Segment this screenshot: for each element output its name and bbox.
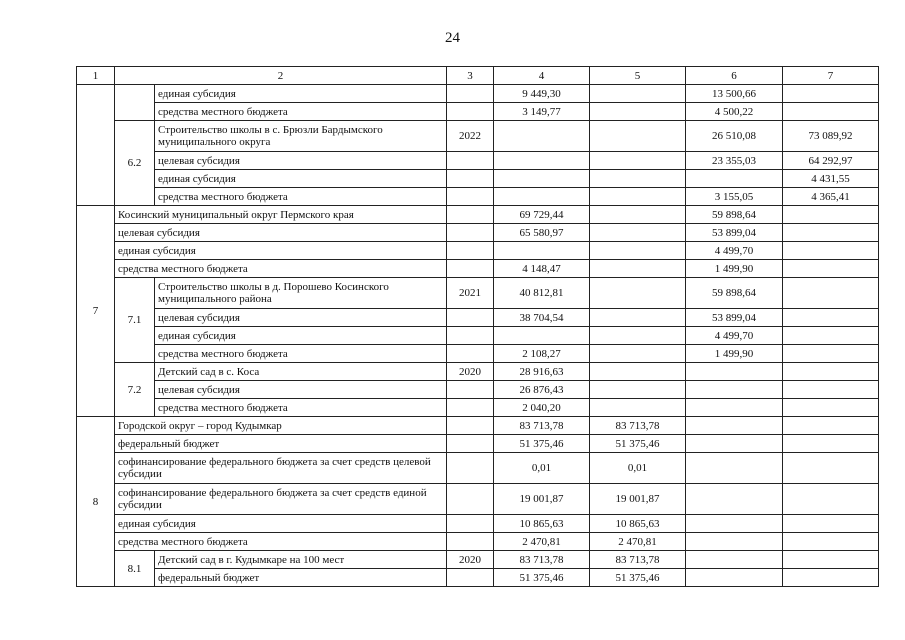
item-label: федеральный бюджет (155, 569, 447, 587)
empty-cell (494, 188, 590, 206)
empty-cell (447, 242, 494, 260)
empty-cell (494, 242, 590, 260)
empty-cell (590, 309, 686, 327)
value-cell: 38 704,54 (494, 309, 590, 327)
empty-cell (590, 242, 686, 260)
value-cell: 51 375,46 (494, 569, 590, 587)
year-cell: 2020 (447, 551, 494, 569)
value-cell: 4 365,41 (783, 188, 879, 206)
value-cell (783, 85, 879, 103)
empty-cell (783, 435, 879, 453)
value-cell: 4 499,70 (686, 242, 783, 260)
group-number-cell: 7 (77, 206, 115, 417)
value-cell: 83 713,78 (494, 417, 590, 435)
sub-number-cell: 7.1 (115, 278, 155, 363)
empty-cell (590, 381, 686, 399)
header-cell: 6 (686, 67, 783, 85)
table-row (77, 85, 879, 103)
value-cell: 59 898,64 (686, 278, 783, 309)
value-cell: 19 001,87 (494, 484, 590, 515)
value-cell: 73 089,92 (783, 121, 879, 152)
empty-cell (447, 484, 494, 515)
value-cell: 2 470,81 (590, 533, 686, 551)
empty-cell (686, 170, 783, 188)
empty-cell (783, 327, 879, 345)
value-cell: 53 899,04 (686, 309, 783, 327)
item-label: средства местного бюджета (155, 188, 447, 206)
sub-number-cell: 6.2 (115, 121, 155, 206)
group-number-cell (77, 85, 115, 206)
item-label: Детский сад в г. Кудымкаре на 100 мест (155, 551, 447, 569)
year-cell: 2021 (447, 278, 494, 309)
empty-cell (783, 484, 879, 515)
header-cell: 7 (783, 67, 879, 85)
value-cell: 83 713,78 (494, 551, 590, 569)
value-cell: 83 713,78 (590, 417, 686, 435)
value-cell: 65 580,97 (494, 224, 590, 242)
item-label: целевая субсидия (155, 381, 447, 399)
table-row (77, 206, 879, 224)
table-row (77, 345, 879, 363)
value-cell: 26 510,08 (686, 121, 783, 152)
empty-cell (686, 515, 783, 533)
empty-cell (783, 399, 879, 417)
table-row (77, 484, 879, 515)
item-label: единая субсидия (115, 515, 447, 533)
table-row (77, 103, 879, 121)
table-row (77, 188, 879, 206)
item-label: Строительство школы в с. Брюзли Бардымского муниципального округа (155, 121, 447, 152)
value-cell: 3 155,05 (686, 188, 783, 206)
empty-cell (590, 327, 686, 345)
table-row (77, 309, 879, 327)
empty-cell (783, 103, 879, 121)
empty-cell (447, 309, 494, 327)
table-row (77, 381, 879, 399)
value-cell: 51 375,46 (590, 569, 686, 587)
table-row (77, 435, 879, 453)
empty-cell (494, 327, 590, 345)
empty-cell (447, 569, 494, 587)
empty-cell (783, 551, 879, 569)
value-cell (590, 85, 686, 103)
table-row (77, 417, 879, 435)
header-cell: 2 (115, 67, 447, 85)
empty-cell (686, 551, 783, 569)
empty-cell (686, 569, 783, 587)
value-cell: 9 449,30 (494, 85, 590, 103)
value-cell: 69 729,44 (494, 206, 590, 224)
value-cell: 10 865,63 (590, 515, 686, 533)
empty-cell (494, 152, 590, 170)
group-number-cell: 8 (77, 417, 115, 587)
empty-cell (783, 381, 879, 399)
empty-cell (686, 453, 783, 484)
item-label: единая субсидия (155, 327, 447, 345)
value-cell: 2 040,20 (494, 399, 590, 417)
empty-cell (447, 533, 494, 551)
sub-number-cell: 7.2 (115, 363, 155, 417)
value-cell: 3 149,77 (494, 103, 590, 121)
table-row (77, 260, 879, 278)
header-cell: 4 (494, 67, 590, 85)
empty-cell (447, 152, 494, 170)
table-row (77, 121, 879, 152)
value-cell: 2 470,81 (494, 533, 590, 551)
value-cell: 13 500,66 (686, 85, 783, 103)
empty-cell (590, 278, 686, 309)
empty-cell (447, 224, 494, 242)
financing-table (76, 66, 879, 587)
header-cell: 1 (77, 67, 115, 85)
item-label: средства местного бюджета (155, 399, 447, 417)
empty-cell (783, 224, 879, 242)
empty-cell (447, 453, 494, 484)
table-row (77, 152, 879, 170)
value-cell: 23 355,03 (686, 152, 783, 170)
item-label: целевая субсидия (115, 224, 447, 242)
item-label: средства местного бюджета (115, 260, 447, 278)
value-cell: 28 916,63 (494, 363, 590, 381)
empty-cell (590, 206, 686, 224)
item-label: единая субсидия (155, 85, 447, 103)
empty-cell (447, 188, 494, 206)
empty-cell (590, 152, 686, 170)
item-label: Косинский муниципальный округ Пермского края (115, 206, 447, 224)
empty-cell (447, 170, 494, 188)
value-cell: 10 865,63 (494, 515, 590, 533)
year-cell: 2020 (447, 363, 494, 381)
year-cell: 2022 (447, 121, 494, 152)
empty-cell (783, 363, 879, 381)
value-cell: 51 375,46 (494, 435, 590, 453)
value-cell: 0,01 (494, 453, 590, 484)
value-cell: 53 899,04 (686, 224, 783, 242)
value-cell: 40 812,81 (494, 278, 590, 309)
table-row (77, 533, 879, 551)
empty-cell (494, 121, 590, 152)
empty-cell (783, 417, 879, 435)
value-cell: 83 713,78 (590, 551, 686, 569)
table-row (77, 278, 879, 309)
empty-cell (447, 515, 494, 533)
value-cell: 59 898,64 (686, 206, 783, 224)
table-row (77, 569, 879, 587)
empty-cell (590, 121, 686, 152)
table-row (77, 363, 879, 381)
empty-cell (686, 381, 783, 399)
table-row (77, 327, 879, 345)
empty-cell (494, 170, 590, 188)
empty-cell (783, 453, 879, 484)
item-label: средства местного бюджета (155, 345, 447, 363)
item-label: целевая субсидия (155, 309, 447, 327)
empty-cell (783, 515, 879, 533)
empty-cell (783, 206, 879, 224)
empty-cell (686, 533, 783, 551)
item-label: софинансирование федерального бюджета за счет средств целевой субсидии (115, 453, 447, 484)
page-number: 24 (445, 30, 460, 46)
empty-cell (590, 188, 686, 206)
item-label: единая субсидия (155, 170, 447, 188)
empty-cell (686, 363, 783, 381)
sub-number-cell: 8.1 (115, 551, 155, 587)
empty-cell (590, 260, 686, 278)
year-cell (447, 85, 494, 103)
empty-cell (686, 399, 783, 417)
empty-cell (447, 417, 494, 435)
item-label: Детский сад в с. Коса (155, 363, 447, 381)
table-row (77, 224, 879, 242)
value-cell: 2 108,27 (494, 345, 590, 363)
empty-cell (686, 484, 783, 515)
header-cell: 3 (447, 67, 494, 85)
empty-cell (590, 170, 686, 188)
item-label: целевая субсидия (155, 152, 447, 170)
empty-cell (590, 399, 686, 417)
empty-cell (783, 278, 879, 309)
item-label: Строительство школы в д. Порошево Косинского муниципального района (155, 278, 447, 309)
empty-cell (783, 533, 879, 551)
value-cell: 26 876,43 (494, 381, 590, 399)
item-label: единая субсидия (115, 242, 447, 260)
empty-cell (783, 242, 879, 260)
table-row (77, 515, 879, 533)
item-label: Городской округ – город Кудымкар (115, 417, 447, 435)
empty-cell (447, 399, 494, 417)
empty-cell (783, 345, 879, 363)
table-row (77, 453, 879, 484)
table-row (77, 399, 879, 417)
empty-cell (783, 569, 879, 587)
value-cell: 1 499,90 (686, 345, 783, 363)
table-row (77, 170, 879, 188)
item-label: федеральный бюджет (115, 435, 447, 453)
value-cell: 4 431,55 (783, 170, 879, 188)
empty-cell (783, 309, 879, 327)
table-row (77, 551, 879, 569)
sub-number-cell (115, 85, 155, 121)
value-cell: 4 148,47 (494, 260, 590, 278)
value-cell: 4 500,22 (686, 103, 783, 121)
item-label: софинансирование федерального бюджета за счет средств единой субсидии (115, 484, 447, 515)
empty-cell (590, 224, 686, 242)
value-cell: 1 499,90 (686, 260, 783, 278)
empty-cell (686, 417, 783, 435)
empty-cell (447, 103, 494, 121)
empty-cell (783, 260, 879, 278)
empty-cell (447, 327, 494, 345)
header-cell: 5 (590, 67, 686, 85)
empty-cell (686, 435, 783, 453)
empty-cell (447, 206, 494, 224)
empty-cell (590, 103, 686, 121)
empty-cell (447, 345, 494, 363)
item-label: средства местного бюджета (115, 533, 447, 551)
header-row (77, 67, 879, 85)
value-cell: 64 292,97 (783, 152, 879, 170)
empty-cell (447, 435, 494, 453)
empty-cell (447, 260, 494, 278)
value-cell: 0,01 (590, 453, 686, 484)
value-cell: 4 499,70 (686, 327, 783, 345)
empty-cell (447, 381, 494, 399)
value-cell: 51 375,46 (590, 435, 686, 453)
empty-cell (590, 363, 686, 381)
table-row (77, 242, 879, 260)
item-label: средства местного бюджета (155, 103, 447, 121)
empty-cell (590, 345, 686, 363)
value-cell: 19 001,87 (590, 484, 686, 515)
